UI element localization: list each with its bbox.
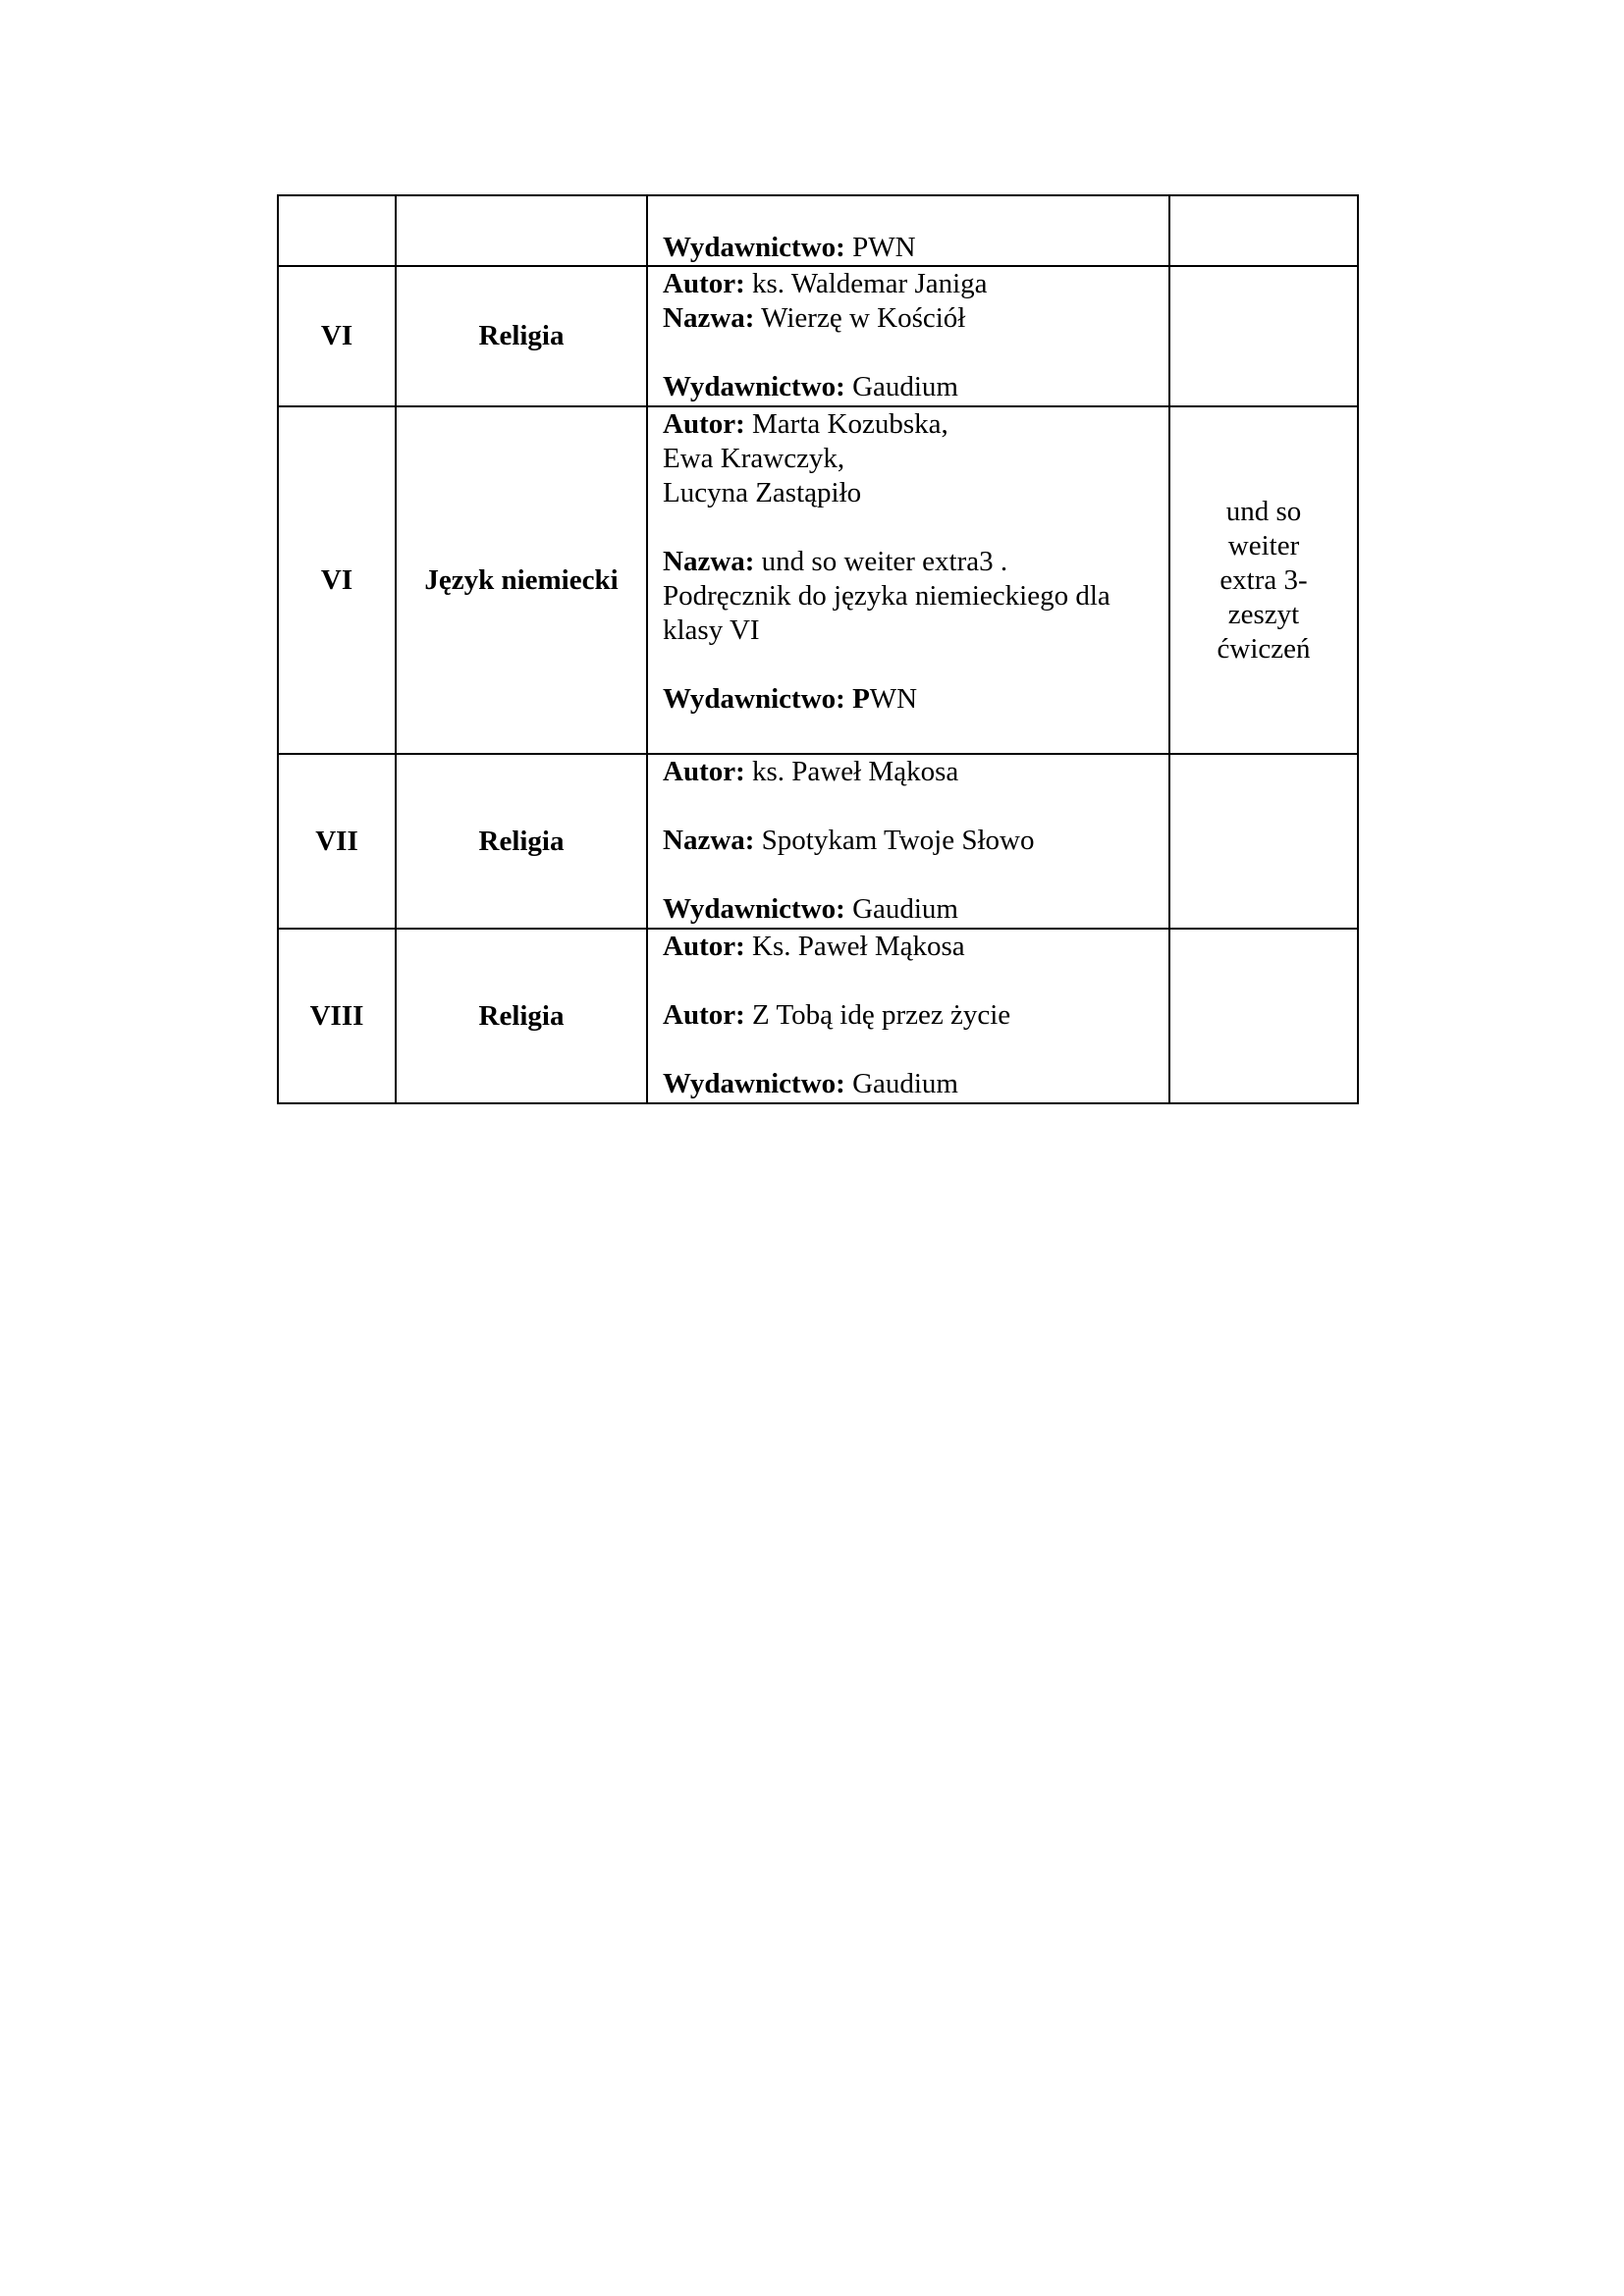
author-label: Autor: (663, 931, 745, 962)
title-label: Nazwa: (663, 825, 755, 856)
title-value: Podręcznik do języka niemieckiego dla (663, 580, 1110, 612)
workbook-line: zeszyt (1227, 598, 1300, 630)
workbook-line: und so (1225, 495, 1302, 527)
title-line (663, 301, 1159, 336)
class-cell: VI (278, 406, 396, 754)
class-cell: VIII (278, 929, 396, 1103)
publisher-value: Gaudium (852, 371, 958, 402)
title-value: Z Tobą idę przez życie (752, 999, 1011, 1031)
author-line (663, 407, 1159, 442)
workbook-line: extra 3- (1219, 563, 1308, 596)
author-label: Autor: (663, 756, 745, 787)
author-value: Ewa Krawczyk, (663, 443, 845, 474)
publisher-line (663, 682, 1159, 717)
subject-cell: Język niemiecki (396, 406, 647, 754)
table-row (278, 929, 1358, 1103)
author-value: Ks. Paweł Mąkosa (752, 931, 965, 962)
author-value: Marta Kozubska, (752, 408, 948, 440)
spacer (663, 648, 1159, 682)
title-line (663, 824, 1159, 858)
textbook-table (277, 194, 1359, 1104)
title-line (663, 998, 1159, 1033)
author-line (663, 930, 1159, 964)
subject-cell: Religia (396, 929, 647, 1103)
workbook-cell (1169, 406, 1358, 754)
publisher-label: Wydawnictwo: (663, 1068, 845, 1099)
table-row (278, 195, 1358, 266)
title-line (663, 545, 1159, 579)
workbook-cell (1169, 929, 1358, 1103)
title-label: Autor: (663, 999, 745, 1031)
workbook-line: ćwiczeń (1217, 632, 1311, 665)
publisher-line (663, 892, 1159, 927)
textbook-cell (647, 195, 1169, 266)
subject-cell: Religia (396, 754, 647, 929)
textbook-cell (647, 266, 1169, 406)
publisher-label: Wydawnictwo: (663, 893, 845, 925)
author-value: Lucyna Zastąpiło (663, 477, 862, 508)
author-value: ks. Paweł Mąkosa (752, 756, 959, 787)
title-value: klasy VI (663, 614, 760, 646)
spacer (663, 858, 1159, 892)
class-cell: VI (278, 266, 396, 406)
publisher-value: Gaudium (852, 1068, 958, 1099)
publisher-value: WN (869, 683, 918, 715)
author-line (663, 755, 1159, 789)
spacer (663, 1033, 1159, 1067)
title-value: Wierzę w Kościół (761, 302, 966, 334)
textbook-cell (647, 929, 1169, 1103)
spacer (663, 336, 1159, 370)
spacer (663, 789, 1159, 824)
spacer (663, 510, 1159, 545)
title-label: Nazwa: (663, 302, 755, 334)
publisher-value: Gaudium (852, 893, 958, 925)
spacer (663, 964, 1159, 998)
publisher-line (663, 370, 1159, 404)
workbook-line: weiter (1227, 529, 1300, 561)
workbook-cell (1169, 266, 1358, 406)
author-line (663, 267, 1159, 301)
subject-cell: Religia (396, 266, 647, 406)
class-cell (278, 195, 396, 266)
title-value: und so weiter extra3 . (761, 546, 1008, 577)
textbook-cell (647, 406, 1169, 754)
table-row (278, 754, 1358, 929)
textbook-cell (647, 754, 1169, 929)
author-label: Autor: (663, 268, 745, 299)
title-value: Spotykam Twoje Słowo (761, 825, 1035, 856)
workbook-cell (1169, 195, 1358, 266)
table-row (278, 266, 1358, 406)
title-label: Nazwa: (663, 546, 755, 577)
publisher-value: PWN (852, 232, 916, 263)
publisher-label: Wydawnictwo: (663, 232, 845, 263)
class-cell: VII (278, 754, 396, 929)
table-row (278, 406, 1358, 754)
publisher-line (663, 1067, 1159, 1101)
workbook-cell (1169, 754, 1358, 929)
publisher-label: Wydawnictwo: (663, 683, 845, 715)
author-label: Autor: (663, 408, 745, 440)
author-value: ks. Waldemar Janiga (752, 268, 988, 299)
subject-cell (396, 195, 647, 266)
publisher-line (663, 231, 1159, 265)
publisher-label: Wydawnictwo: (663, 371, 845, 402)
publisher-value-bold: P (852, 683, 870, 715)
